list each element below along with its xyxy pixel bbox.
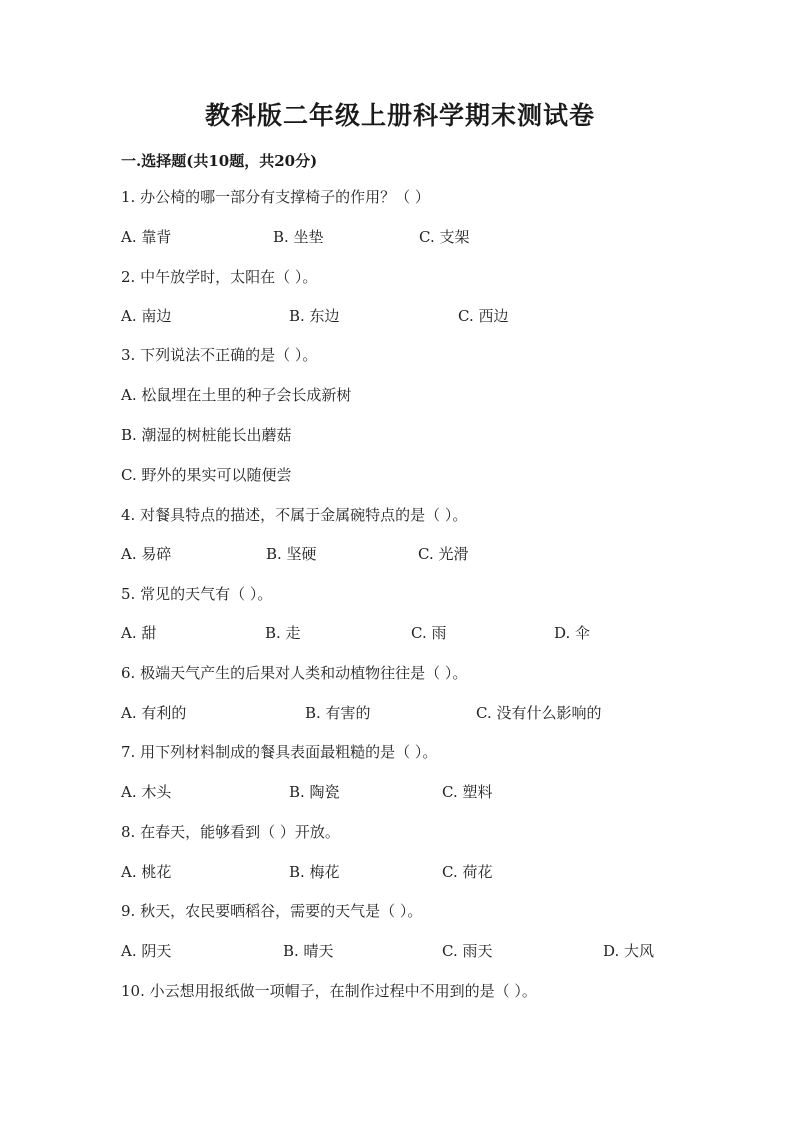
options-9 (121, 941, 681, 961)
option-5a[interactable]: A. 甜 (121, 624, 157, 642)
option-8b[interactable]: B. 梅花 (289, 863, 340, 881)
question-1: 1. 办公椅的哪一部分有支撑椅子的作用？（ ） (121, 188, 430, 206)
option-5d[interactable]: D. 伞 (554, 624, 591, 642)
option-9a[interactable]: A. 阴天 (121, 942, 172, 960)
question-3: 3. 下列说法不正确的是（ ）。 (121, 346, 318, 364)
option-9c[interactable]: C. 雨天 (442, 942, 493, 960)
option-1c[interactable]: C. 支架 (419, 228, 470, 246)
option-9d[interactable]: D. 大风 (603, 942, 655, 960)
option-6c[interactable]: C. 没有什么影响的 (476, 704, 602, 722)
option-2b[interactable]: B. 东边 (289, 307, 340, 325)
question-4: 4. 对餐具特点的描述，不属于金属碗特点的是（ ）。 (121, 506, 468, 524)
option-7c[interactable]: C. 塑料 (442, 783, 493, 801)
options-7 (121, 782, 681, 802)
option-6b[interactable]: B. 有害的 (305, 704, 371, 722)
option-3a[interactable]: A. 松鼠埋在土里的种子会长成新树 (121, 386, 352, 404)
option-4b[interactable]: B. 坚硬 (266, 545, 317, 563)
option-3c[interactable]: C. 野外的果实可以随便尝 (121, 466, 292, 484)
question-2: 2. 中午放学时，太阳在（ ）。 (121, 268, 318, 286)
option-4a[interactable]: A. 易碎 (121, 545, 172, 563)
page-title: 教科版二年级上册科学期末测试卷 (204, 101, 595, 130)
option-8c[interactable]: C. 荷花 (442, 863, 493, 881)
options-4 (121, 544, 681, 564)
option-1a[interactable]: A. 靠背 (121, 228, 172, 246)
question-5: 5. 常见的天气有（ ）。 (121, 585, 273, 603)
question-7: 7. 用下列材料制成的餐具表面最粗糙的是（ ）。 (121, 743, 438, 761)
options-8 (121, 862, 681, 882)
section-heading: 一.选择题(共10题，共20分) (121, 152, 318, 170)
option-1b[interactable]: B. 坐垫 (273, 228, 324, 246)
options-1 (121, 227, 681, 247)
option-3b[interactable]: B. 潮湿的树桩能长出蘑菇 (121, 426, 292, 444)
option-5c[interactable]: C. 雨 (411, 624, 447, 642)
question-10: 10. 小云想用报纸做一项帽子，在制作过程中不用到的是（ ）。 (121, 982, 537, 1000)
question-8: 8. 在春天，能够看到（ ）开放。 (121, 823, 340, 841)
options-5 (121, 623, 681, 643)
question-6: 6. 极端天气产生的后果对人类和动植物往往是（ ）。 (121, 664, 468, 682)
option-8a[interactable]: A. 桃花 (121, 863, 172, 881)
option-6a[interactable]: A. 有利的 (121, 704, 187, 722)
options-6 (121, 703, 681, 723)
option-5b[interactable]: B. 走 (265, 624, 301, 642)
option-2c[interactable]: C. 西边 (458, 307, 509, 325)
option-7b[interactable]: B. 陶瓷 (289, 783, 340, 801)
option-2a[interactable]: A. 南边 (121, 307, 172, 325)
options-2 (121, 306, 681, 326)
option-4c[interactable]: C. 光滑 (418, 545, 469, 563)
option-9b[interactable]: B. 晴天 (283, 942, 334, 960)
question-9: 9. 秋天，农民要晒稻谷，需要的天气是（ ）。 (121, 902, 423, 920)
option-7a[interactable]: A. 木头 (121, 783, 172, 801)
